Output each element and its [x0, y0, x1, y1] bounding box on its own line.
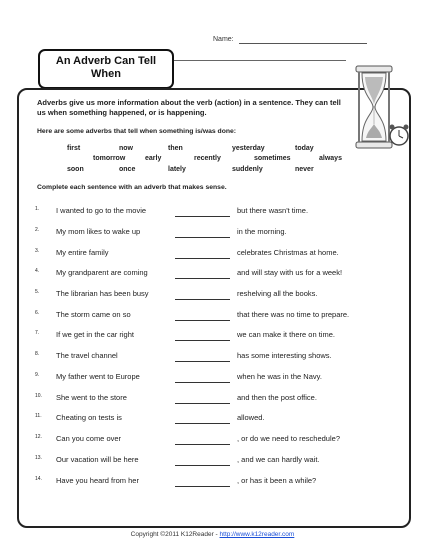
question-text-after: allowed.	[237, 413, 265, 422]
question-number: 12.	[35, 434, 42, 440]
question-text-after: but there wasn't time.	[237, 206, 309, 215]
question-number: 6.	[35, 310, 40, 316]
word-bank-item: recently	[194, 155, 221, 162]
question-number: 3.	[35, 248, 40, 254]
question-number: 2.	[35, 227, 40, 233]
question-row	[35, 248, 395, 262]
question-text-before: Cheating on tests is	[56, 413, 122, 422]
answer-blank[interactable]	[175, 320, 230, 321]
word-bank-heading: Here are some adverbs that tell when something is/was done:	[37, 128, 237, 135]
footer	[0, 531, 425, 538]
question-row	[35, 351, 395, 365]
word-bank-item: first	[67, 145, 81, 152]
footer-copyright: Copyright ©2011 K12Reader -	[130, 531, 220, 538]
answer-blank[interactable]	[175, 278, 230, 279]
question-number: 13.	[35, 455, 42, 461]
answer-blank[interactable]	[175, 258, 230, 259]
answer-blank[interactable]	[175, 465, 230, 466]
question-text-after: , and we can hardly wait.	[237, 455, 320, 464]
question-text-before: The travel channel	[56, 351, 118, 360]
question-text-before: My grandparent are coming	[56, 268, 148, 277]
question-row	[35, 289, 395, 303]
question-row	[35, 206, 395, 220]
name-label: Name:	[213, 36, 234, 43]
question-number: 4.	[35, 268, 40, 274]
question-text-before: I wanted to go to the movie	[56, 206, 147, 215]
question-text-after: in the morning.	[237, 227, 287, 236]
question-text-after: , or do we need to reschedule?	[237, 434, 340, 443]
question-row	[35, 455, 395, 469]
question-text-after: that there was no time to prepare.	[237, 310, 350, 319]
question-row	[35, 268, 395, 282]
word-bank-item: tomorrow	[93, 155, 126, 162]
answer-blank[interactable]	[175, 403, 230, 404]
answer-blank[interactable]	[175, 299, 230, 300]
word-bank-item: lately	[168, 166, 186, 173]
word-bank-item: never	[295, 166, 314, 173]
hourglass-clock-icon	[342, 62, 412, 154]
question-text-after: and then the post office.	[237, 393, 317, 402]
word-bank-item: soon	[67, 166, 84, 173]
question-row	[35, 413, 395, 427]
question-text-before: Can you come over	[56, 434, 122, 443]
question-text-before: If we get in the car right	[56, 330, 134, 339]
name-field[interactable]	[239, 43, 367, 44]
word-bank-item: today	[295, 145, 314, 152]
question-text-after: and will stay with us for a week!	[237, 268, 343, 277]
question-text-after: has some interesting shows.	[237, 351, 332, 360]
worksheet-title	[38, 49, 174, 89]
question-text-before: My father went to Europe	[56, 372, 140, 381]
question-number: 7.	[35, 330, 40, 336]
question-number: 10.	[35, 393, 42, 399]
question-text-after: we can make it there on time.	[237, 330, 335, 339]
word-bank-item: early	[145, 155, 162, 162]
title-line-1: An Adverb Can Tell	[55, 55, 157, 67]
answer-blank[interactable]	[175, 444, 230, 445]
question-text-after: reshelving all the books.	[237, 289, 318, 298]
word-bank-item: suddenly	[232, 166, 263, 173]
question-text-after: celebrates Christmas at home.	[237, 248, 339, 257]
title-rule	[174, 60, 346, 61]
intro-text: Adverbs give us more information about the verb (action) in a sentence. They can tell us when something happened, or is happening.	[37, 98, 341, 117]
question-row	[35, 330, 395, 344]
question-number: 1.	[35, 206, 40, 212]
word-bank-item: now	[119, 145, 133, 152]
answer-blank[interactable]	[175, 382, 230, 383]
question-text-before: Our vacation will be here	[56, 455, 139, 464]
question-number: 8.	[35, 351, 40, 357]
question-text-before: My mom likes to wake up	[56, 227, 141, 236]
word-bank-item: yesterday	[232, 145, 265, 152]
question-text-before: The librarian has been busy	[56, 289, 149, 298]
answer-blank[interactable]	[175, 237, 230, 238]
footer-link[interactable]: http://www.k12reader.com	[219, 531, 295, 538]
answer-blank[interactable]	[175, 340, 230, 341]
question-row	[35, 476, 395, 490]
question-text-before: Have you heard from her	[56, 476, 139, 485]
question-number: 11.	[35, 413, 42, 419]
question-row	[35, 393, 395, 407]
question-row	[35, 227, 395, 241]
question-text-after: when he was in the Navy.	[237, 372, 322, 381]
question-number: 14.	[35, 476, 42, 482]
question-text-before: She went to the store	[56, 393, 127, 402]
question-row	[35, 372, 395, 386]
answer-blank[interactable]	[175, 216, 230, 217]
answer-blank[interactable]	[175, 361, 230, 362]
question-row	[35, 434, 395, 448]
word-bank-item: always	[319, 155, 342, 162]
word-bank-item: sometimes	[254, 155, 291, 162]
question-row	[35, 310, 395, 324]
answer-blank[interactable]	[175, 486, 230, 487]
question-text-after: , or has it been a while?	[237, 476, 317, 485]
answer-blank[interactable]	[175, 423, 230, 424]
question-text-before: The storm came on so	[56, 310, 131, 319]
question-number: 9.	[35, 372, 40, 378]
instructions-text: Complete each sentence with an adverb that makes sense.	[37, 184, 227, 191]
question-text-before: My entire family	[56, 248, 109, 257]
word-bank-item: once	[119, 166, 136, 173]
word-bank-item: then	[168, 145, 183, 152]
question-number: 5.	[35, 289, 40, 295]
title-line-2: When	[91, 68, 121, 80]
